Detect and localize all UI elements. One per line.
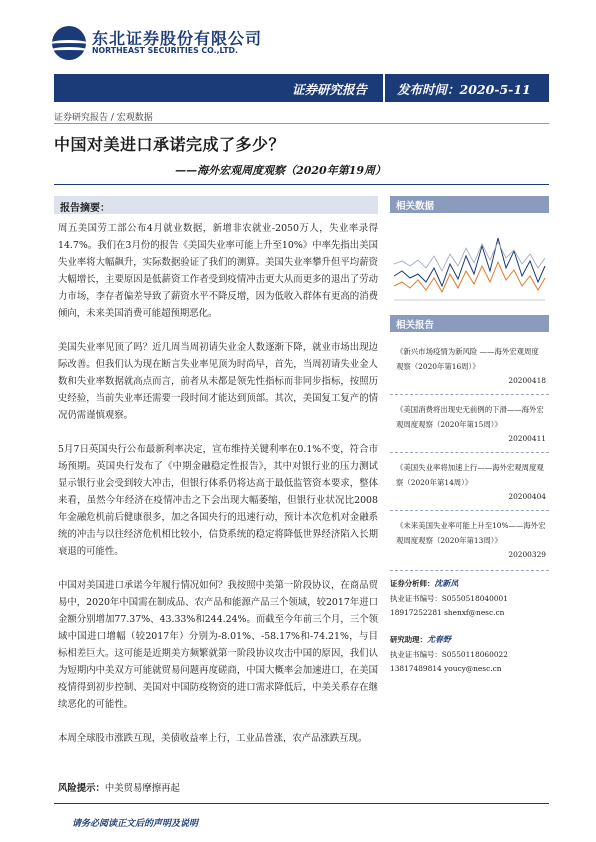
analyst-name: 沈新凤 [434,578,459,588]
page-title: 中国对美进口承诺完成了多少？ [54,135,286,154]
company-logo-icon [52,26,86,60]
related-report-item[interactable] [396,344,546,388]
analyst-cert: 执业证书编号：S0550118060022 [390,649,508,659]
analyst-role: 研究助理： [390,635,427,644]
publish-date: 发布时间：2020-5-11 [397,82,531,97]
analyst-block [390,632,549,677]
report-date: 20200404 [508,492,546,501]
report-title[interactable]: 《美国消费将出现史无前例的下滑——海外宏观周度观察（2020年第15周）》 [396,405,544,429]
related-report-item[interactable] [396,402,546,446]
summary-header [54,196,378,214]
related-data-header: 相关数据 [390,196,549,213]
divider [390,452,549,453]
analyst-contact: 13817489814 youcy@nesc.cn [390,664,502,673]
report-date: 20200411 [508,434,546,443]
analyst-cert: 执业证书编号：S0550518040001 [390,593,508,603]
company-name-en: NORTHEAST SECURITIES CO.,LTD. [92,46,238,55]
analyst-block [390,576,549,621]
risk-label: 风险提示： [58,783,105,794]
summary-paragraph: 本周全球股市涨跌互现，美债收益率上行，工业品普涨，农产品涨跌互现。 [58,733,368,744]
breadcrumb: 证券研究报告 / 宏观数据 [54,113,153,123]
related-reports-header: 相关报告 [390,315,549,332]
publish-date-box [383,74,549,102]
report-title[interactable]: 《未来美国失业率可能上升至10%——海外宏观周度观察（2020年第13周）》 [396,521,546,545]
summary-paragraph: 5月7日英国央行公布最新利率决定，宣布维持关键利率在0.1%不变，符合市场预期。英国央行发布了《中期金融稳定性报告》，其中对银行业的压力测试显示银行业会受到较大冲击，但银行体系仍将达高于最低监管资本要求，整体来看，虽然今年经济在疫情冲击之下会出现大幅萎缩，但银行业状况比2008年金融危机前后健康很多，加之各国央行的迅速行动，预计本次危机对金融系统的冲击与以往经济危机相比较小，信贷系统的稳定将降低世界经济陷入长期衰退的可能性。 [58,444,378,557]
risk-text: 中美贸易摩擦再起 [104,783,180,794]
report-header [0,0,596,110]
report-title[interactable]: 《新兴市场疫情为新风险 ——海外宏观周度观察（2020年第16周）》 [396,347,539,371]
summary-paragraph: 美国失业率见顶了吗？近几周当周初请失业金人数逐渐下降，就业市场出现边际改善。但我们认为现在断言失业率见顶为时尚早，首先，当周初请失业金人数和失业率数据就高点而言，前者从未都是领先性指标而非同步指标，按照历史经验，当前失业率还需要一段时间才能达到顶部。其次，美国复工复产的情况仍需谨慎观察。 [58,342,378,421]
company-name-cn: 东北证券股份有限公司 [92,29,263,48]
divider [54,803,549,804]
summary-body [58,220,378,764]
analyst-contact: 18917252281 shenxf@nesc.cn [390,608,505,617]
chart-image [390,216,549,312]
report-date: 20200329 [508,550,546,559]
divider [54,184,549,185]
related-report-item[interactable] [396,460,546,504]
analyst-name: 尤春野 [426,634,451,644]
divider [390,394,549,395]
analyst-role: 证券分析师： [390,579,435,588]
summary-paragraph: 周五美国劳工部公布4月就业数据，新增非农就业-2050万人，失业率录得14.7%。我们在3月份的报告《美国失业率可能上升至10%》中率先指出美国失业率将大幅飙升，实际数据验证了我们的测算。美国失业率攀升但平均薪资大幅增长，主要原因是低薪资工作者受到疫情冲击更大从而更多的退出了劳动力市场，李存者偏差导致了薪资水平不降反增，因为低收入群体有更高的消费倾向，未来美国消费可能超预期恶化。 [58,223,378,319]
divider [390,510,549,511]
summary-label: 报告摘要： [60,203,110,214]
footer-disclaimer: 请务必阅读正文后的声明及说明 [72,819,199,829]
report-category: 证券研究报告 [292,82,368,97]
risk-warning [58,780,180,794]
related-report-item[interactable] [396,518,546,562]
page-subtitle: ——海外宏观周度观察（2020年第19周） [175,164,386,177]
report-date: 20200418 [508,376,546,385]
related-data-chart [390,216,549,312]
report-title[interactable]: 《美国失业率将加速上行——海外宏观周度观察（2020年第14周）》 [396,463,544,487]
header-band [54,74,549,102]
summary-paragraph: 中国对美国进口承诺今年履行情况如何？我按照中美第一阶段协议，在商品贸易中，2020年中国需在制成品、农产品和能源产品三个领域，较2017年进口金额分别增加77.37%、43.33%和244.24%。而截至今年前三个月，三个领域中国进口增幅（较2017年）分别为-8.01%、-58.17%和-74.21%，与目标相差巨大。这可能是近期美方频繁就第一阶段协议攻击中国的原因，我们认为短期内中美双方可能就贸易问题再度磋商，中国大概率会加速进口，在美国疫情得到初步控制、美国对中国防疫物资的进口需求降低后，中美关系存在继续恶化的可能性。 [58,580,378,710]
divider [390,570,549,571]
divider [54,123,549,124]
